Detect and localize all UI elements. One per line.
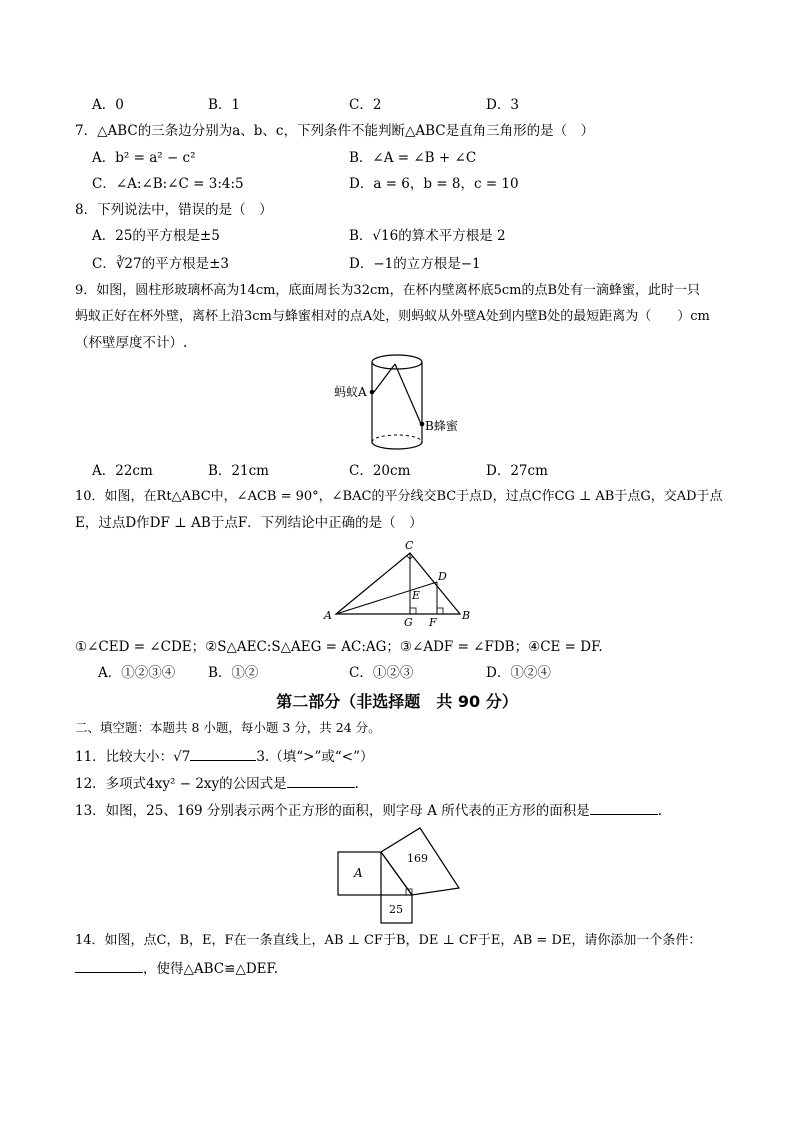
cylinder-figure: [325, 352, 465, 456]
q10-option-c: C．①②③: [349, 665, 414, 681]
label-e: E: [412, 589, 421, 602]
q13-suffix: .: [657, 803, 663, 819]
q12-answer-blank[interactable]: [287, 773, 355, 788]
q6-option-c: C．2: [349, 97, 382, 113]
q13-line: [75, 800, 662, 820]
triangle-figure: [318, 538, 478, 626]
squares-figure: [330, 820, 470, 928]
q6-option-a: A．0: [92, 97, 124, 113]
q9-line-3: （杯壁厚度不计）.: [75, 335, 188, 351]
q12-suffix: .: [354, 776, 359, 792]
q9-line-2: 蚂蚁正好在杯外壁，离杯上沿3cm与蜂蜜相对的点A处，则蚂蚁从外壁A处到内壁B处的最短距离为（ ）cm: [75, 309, 710, 324]
label-g: G: [404, 616, 413, 626]
q10-option-d: D．①②④: [486, 665, 551, 681]
section-two-heading: 二、填空题：本题共 8 小题，每小题 3 分，共 24 分。: [75, 720, 381, 735]
label-c: C: [405, 539, 414, 552]
q7-option-c: C．∠A:∠B:∠C = 3:4:5: [92, 176, 244, 192]
q13-prefix: 13．如图，25、169 分别表示两个正方形的面积，则字母 A 所代表的正方形的面积是: [75, 803, 590, 819]
q14-line-2: [75, 958, 278, 978]
q11-suffix: 3.（填“>”或“<”）: [256, 749, 374, 765]
q10-option-b: B．①②: [208, 665, 259, 681]
label-f: F: [429, 616, 437, 626]
q11-prefix: 11．比较大小：√7: [75, 749, 191, 765]
q8-stem: 8．下列说法中，错误的是（ ）: [75, 202, 273, 218]
q9-option-b: B．21cm: [208, 463, 269, 479]
q9-option-c: C．20cm: [349, 463, 411, 479]
q10-statements: ①∠CED = ∠CDE；②S△AEC:S△AEG = AC:AG；③∠ADF = ∠FDB；④CE = DF.: [75, 639, 603, 655]
part-two-title: 第二部分（非选择题 共 90 分）: [276, 692, 518, 711]
q9-option-a: A．22cm: [92, 463, 153, 479]
q6-option-d: D．3: [486, 97, 519, 113]
q12-prefix: 12．多项式4xy² − 2xy的公因式是: [75, 776, 287, 792]
q7-option-d: D．a = 6，b = 8，c = 10: [349, 176, 519, 192]
q8-option-d: D．−1的立方根是−1: [349, 256, 481, 272]
label-ant-a: 蚂蚁A: [334, 385, 367, 399]
label-d: D: [438, 570, 447, 583]
label-square-25: 25: [389, 903, 403, 916]
q8-option-a: A．25的平方根是±5: [92, 228, 220, 244]
q14-answer-blank[interactable]: [75, 958, 143, 973]
q8-option-b: B．√16的算术平方根是 2: [349, 228, 506, 244]
q10-line-1: 10．如图，在Rt△ABC中，∠ACB = 90°，∠BAC的平分线交BC于点D，过点C作CG ⊥ AB于点G，交AD于点: [75, 489, 723, 504]
label-honey-b: B蜂蜜: [425, 419, 458, 433]
q11-answer-blank[interactable]: [190, 746, 256, 761]
q10-line-2: E，过点D作DF ⊥ AB于点F．下列结论中正确的是（ ）: [75, 515, 423, 531]
q8-option-c: C．∛27的平方根是±3: [92, 256, 230, 272]
q9-option-d: D．27cm: [486, 463, 548, 479]
q7-stem: 7．△ABC的三条边分别为a、b、c，下列条件不能判断△ABC是直角三角形的是（ ）: [75, 123, 595, 139]
label-b: B: [462, 609, 471, 622]
label-square-169: 169: [407, 852, 428, 865]
q10-option-a: A．①②③④: [98, 665, 176, 681]
label-square-a: A: [354, 866, 363, 880]
q7-option-a: A．b² = a² − c²: [92, 150, 196, 166]
q14-suffix: ，使得△ABC≌△DEF.: [143, 961, 279, 977]
q7-option-b: B．∠A = ∠B + ∠C: [349, 150, 477, 166]
label-a: A: [324, 609, 332, 622]
q12-line: [75, 773, 359, 793]
q11-line: [75, 746, 374, 766]
q14-line-1: 14．如图，点C，B，E，F在一条直线上，AB ⊥ CF于B，DE ⊥ CF于E，AB = DE，请你添加一个条件：: [75, 933, 702, 948]
q6-option-b: B．1: [208, 97, 241, 113]
q9-line-1: 9．如图，圆柱形玻璃杯高为14cm，底面周长为32cm，在杯内壁离杯底5cm的点B处有一滴蜂蜜，此时一只: [75, 283, 701, 298]
q13-answer-blank[interactable]: [590, 800, 658, 815]
